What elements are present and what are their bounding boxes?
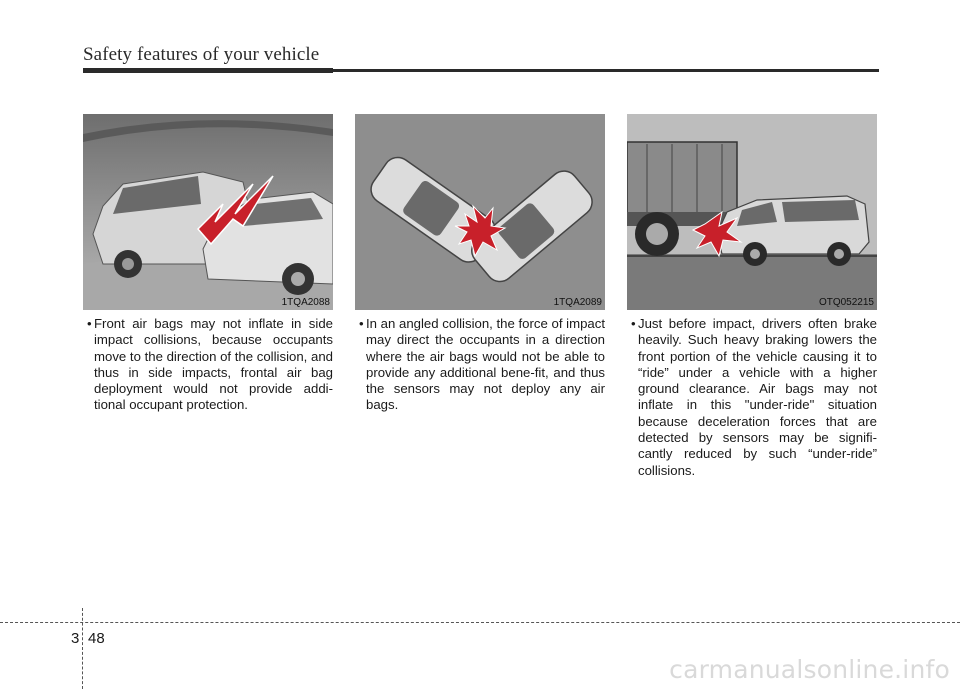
side-impact-illustration — [83, 114, 333, 310]
bullet-marker: • — [359, 316, 364, 331]
footer-rule — [0, 622, 960, 623]
bullet-under-ride — [625, 316, 877, 479]
figure-code: 1TQA2089 — [553, 297, 602, 308]
footer-divider — [82, 608, 83, 689]
chapter-number: 3 — [71, 630, 80, 647]
bullet-text: In an angled collision, the force of impact may direct the occupants in a direction where the air bags would not be able to provide any additional bene-fit, and thus the sensors may not deploy any air bags. — [366, 316, 605, 413]
angled-collision-illustration — [355, 114, 605, 310]
figure-code: 1TQA2088 — [281, 297, 330, 308]
bullet-angled-collision — [353, 316, 605, 414]
under-ride-illustration — [627, 114, 877, 310]
figure-code: OTQ052215 — [818, 297, 874, 308]
page-number: 48 — [88, 630, 105, 647]
figure-side-impact — [83, 114, 333, 310]
figure-angled-collision — [355, 114, 605, 310]
bullet-text: Just before impact, drivers often brake heavily. Such heavy braking lowers the front portion of the vehicle causing it to “ride” under a vehicle with a higher ground clearance. Air bags may not inflate in this "under-ride" situation because deceleration forces that are detected by sensors may be signifi-cantly reduced by such “under-ride” collisions. — [638, 316, 877, 478]
bullet-marker: • — [631, 316, 636, 331]
header-rule-accent — [83, 68, 333, 73]
watermark: carmanualsonline.info — [669, 655, 950, 684]
figure-under-ride — [627, 114, 877, 310]
bullet-side-impact — [81, 316, 333, 414]
bullet-marker: • — [87, 316, 92, 331]
bullet-text: Front air bags may not inflate in side impact collisions, because occupants move to the direction of the collision, and thus in side impacts, frontal air bag deployment would not provide addi-tional occupant protection. — [94, 316, 333, 413]
page-header-title: Safety features of your vehicle — [83, 44, 320, 65]
